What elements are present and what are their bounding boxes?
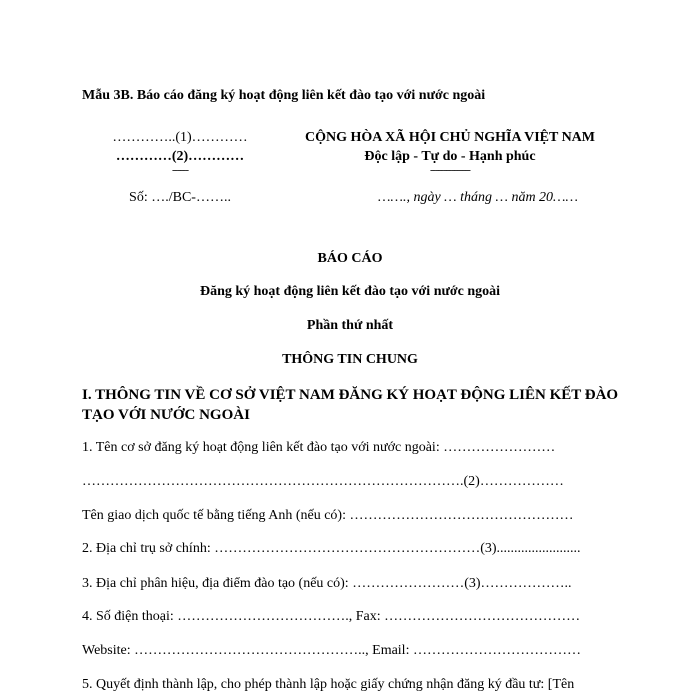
report-title: BÁO CÁO [317,251,383,266]
field-line: Tên giao dịch quốc tế bằng tiếng Anh (nếu có): ………………………………………… [82,508,574,523]
document-date: ……., ngày … tháng … năm 20…… [378,190,578,205]
national-title: CỘNG HÒA XÃ HỘI CHỦ NGHĨA VIỆT NAM [304,130,595,145]
agency-line-2: …………(2)………… [115,149,245,164]
agency-line-1: …………..(1)………… [112,130,248,145]
field-line: ……………………………………………………………………….(2)……………… [82,474,564,489]
motto-divider: --------------- [430,164,470,176]
report-subtitle: Đăng ký hoạt động liên kết đào tạo với nước ngoài [199,284,501,299]
field-line: 2. Địa chỉ trụ sở chính: …………………………………………………(3)........................ [82,541,581,556]
agency-divider: ------ [172,164,188,176]
field-line: 4. Số điện thoại: ………………………………., Fax: …………………………………… [82,609,581,624]
document-number: Số: …./BC-…….. [129,190,231,205]
field-line: 5. Quyết định thành lập, cho phép thành lập hoặc giấy chứng nhận đăng ký đầu tư: [Tên [82,677,575,692]
national-motto: Độc lập - Tự do - Hạnh phúc [364,149,536,164]
part-title: THÔNG TIN CHUNG [282,352,418,367]
section-1-heading: I. THÔNG TIN VỀ CƠ SỞ VIỆT NAM ĐĂNG KÝ HOẠT ĐỘNG LIÊN KẾT ĐÀO TẠO VỚI NƯỚC NGOÀI [82,387,619,423]
part-label: Phần thứ nhất [306,318,394,333]
field-line: Website: ………………………………………….., Email: ……………………………… [82,643,581,658]
field-line: 3. Địa chỉ phân hiệu, địa điểm đào tạo (nếu có): ……………………(3)……………….. [82,576,572,591]
field-line: 1. Tên cơ sở đăng ký hoạt động liên kết đào tạo với nước ngoài: …………………… [82,440,556,455]
form-title: Mẫu 3B. Báo cáo đăng ký hoạt động liên kết đào tạo với nước ngoài [82,88,486,103]
